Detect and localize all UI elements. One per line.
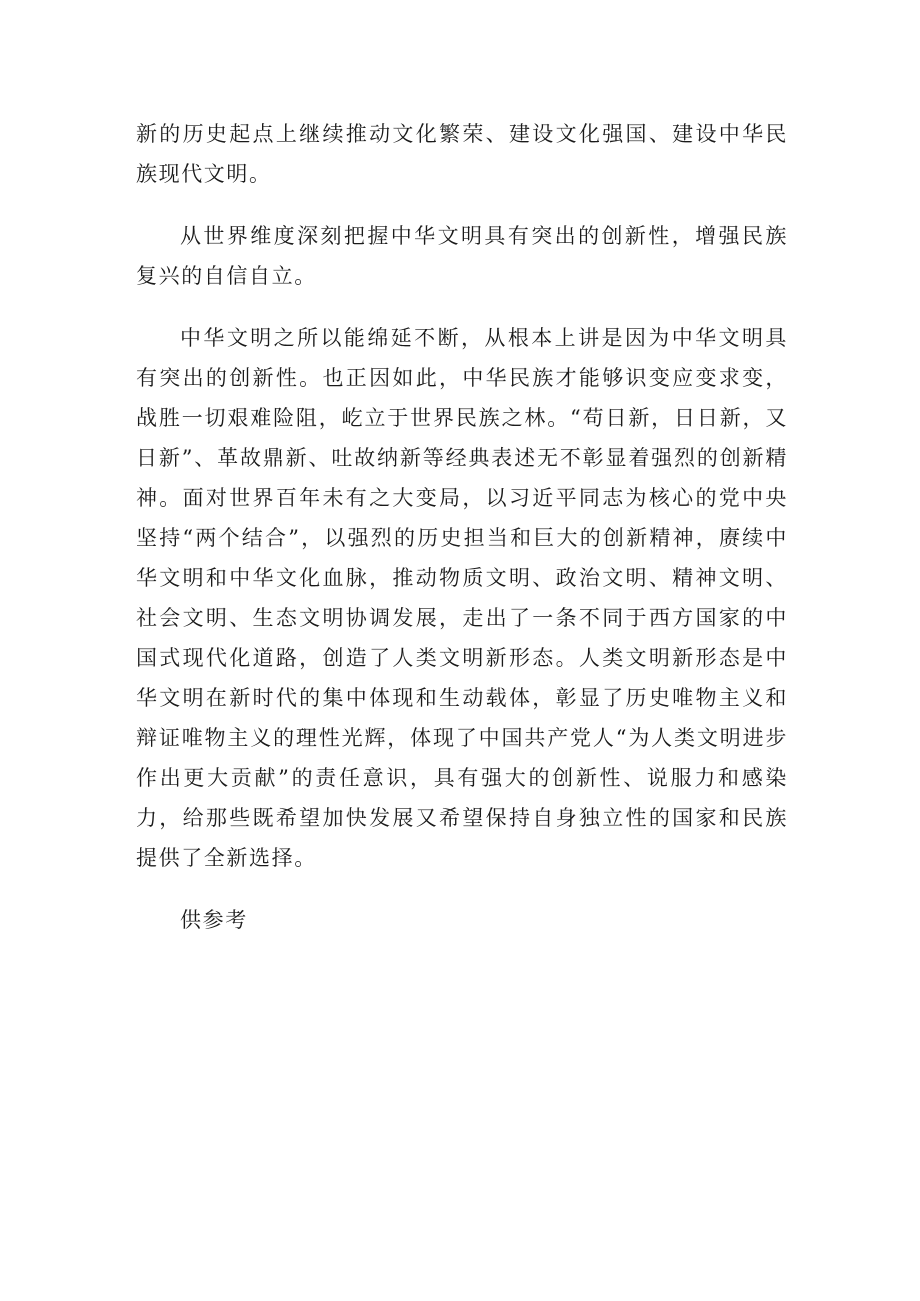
document-body (136, 114, 788, 962)
paragraph-heading-statement: 从世界维度深刻把握中华文明具有突出的创新性，增强民族复兴的自信自立。 (136, 224, 788, 288)
paragraph-continuation: 新的历史起点上继续推动文化繁荣、建设文化强国、建设中华民族现代文明。 (136, 122, 788, 186)
paragraph-body: 中华文明之所以能绵延不断，从根本上讲是因为中华文明具有突出的创新性。也正因如此，中华民族才能够识变应变求变，战胜一切艰难险阻，屹立于世界民族之林。“苟日新，日日新，又日新”、革故鼎新、吐故纳新等经典表述无不彰显着强烈的创新精神。面对世界百年未有之大变局，以习近平同志为核心的党中央坚持“两个结合”，以强烈的历史担当和巨大的创新精神，赓续中华文明和中华文化血脉，推动物质文明、政治文明、精神文明、社会文明、生态文明协调发展，走出了一条不同于西方国家的中国式现代化道路，创造了人类文明新形态。人类文明新形态是中华文明在新时代的集中体现和生动载体，彰显了历史唯物主义和辩证唯物主义的理性光辉，体现了中国共产党人“为人类文明进步作出更大贡献”的责任意识，具有强大的创新性、说服力和感染力，给那些既希望加快发展又希望保持自身独立性的国家和民族提供了全新选择。 (136, 326, 788, 870)
paragraph-reference-note: 供参考 (180, 908, 248, 932)
